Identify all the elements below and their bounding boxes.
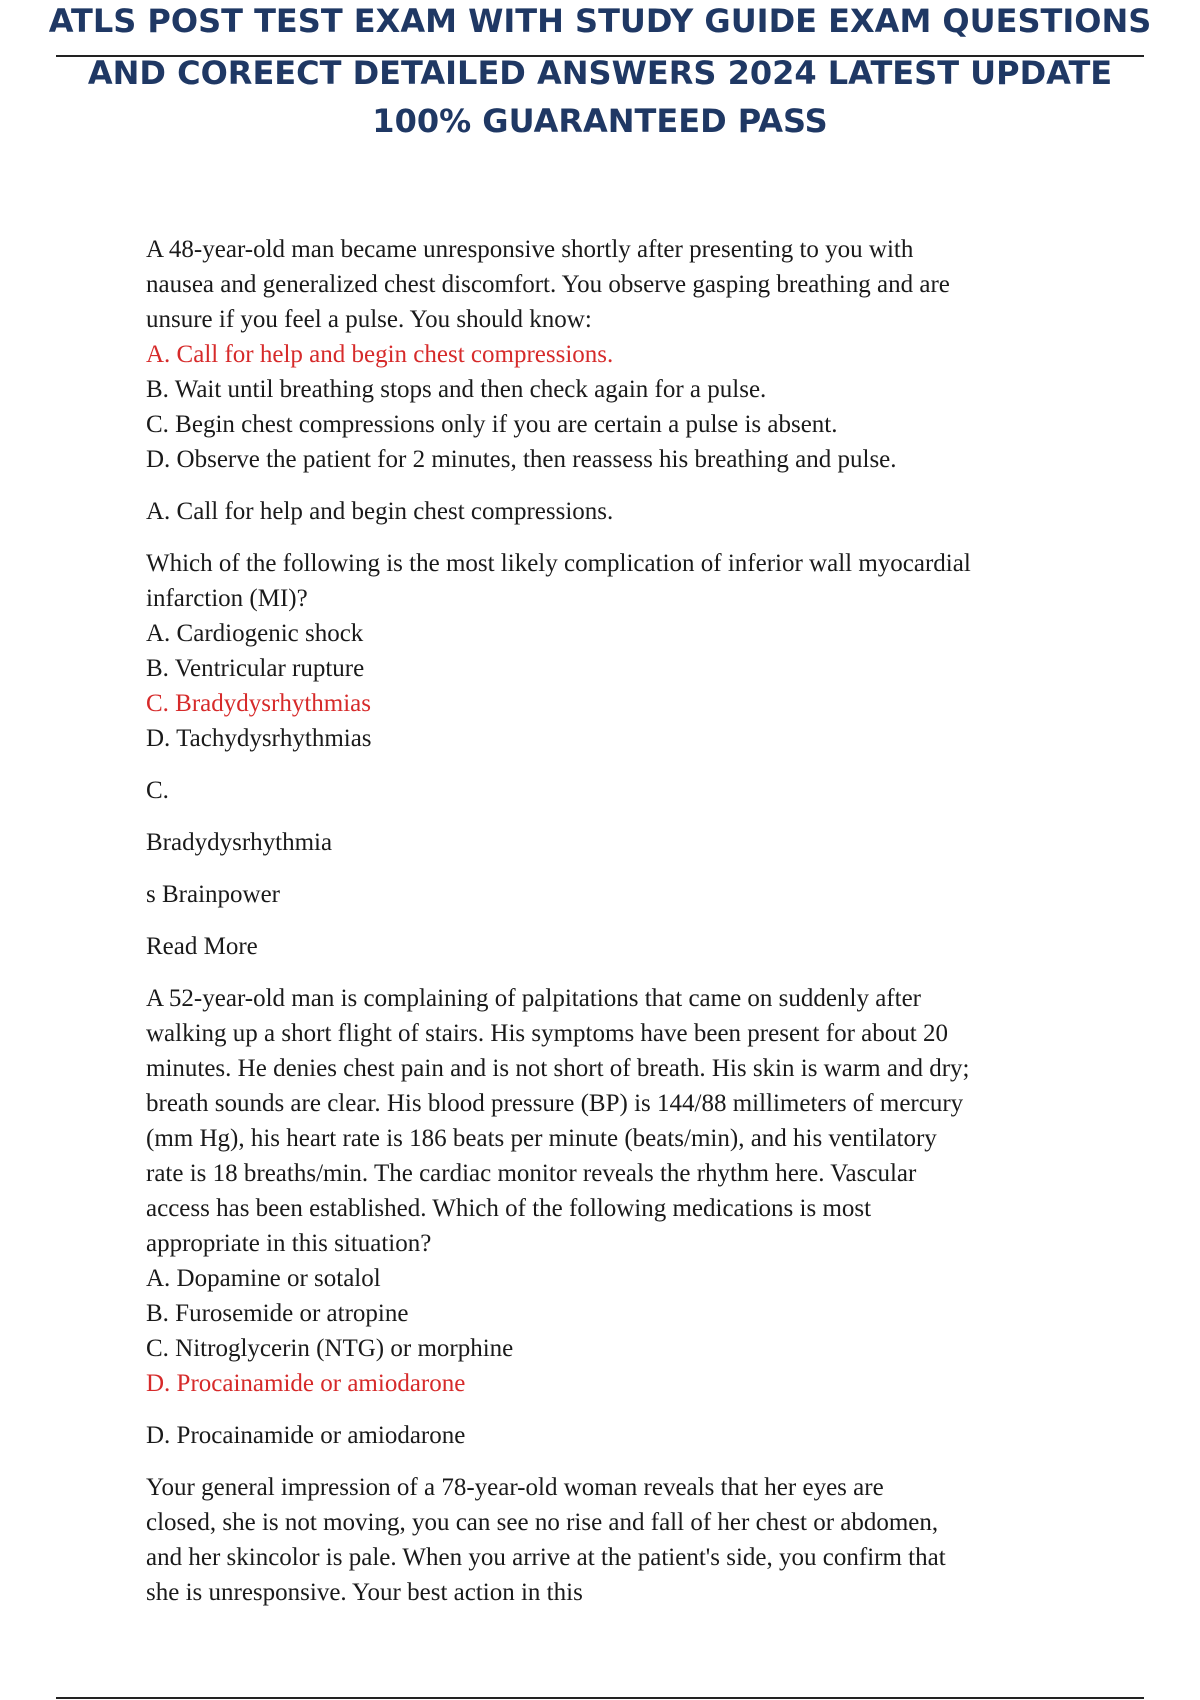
question-stem-line: A 48-year-old man became unresponsive shortly after presenting to you with	[146, 236, 914, 263]
option-a: A. Dopamine or sotalol	[146, 1265, 381, 1292]
question-2	[146, 546, 1106, 756]
question-stem-line: Which of the following is the most likely complication of inferior wall myocardial	[146, 550, 971, 577]
title-line-3: 100% GUARANTEED PASS	[372, 102, 828, 140]
question-stem-line: unsure if you feel a pulse. You should know:	[146, 306, 592, 333]
question-stem-line: infarction (MI)?	[146, 585, 308, 612]
read-more-link[interactable]: Read More	[146, 933, 258, 960]
option-c: C. Nitroglycerin (NTG) or morphine	[146, 1335, 514, 1362]
title-line-2: AND COREECT DETAILED ANSWERS 2024 LATEST UPDATE	[87, 54, 1113, 92]
question-stem-line: closed, she is not moving, you can see no rise and fall of her chest or abdomen,	[146, 1509, 939, 1536]
question-3	[146, 981, 1106, 1401]
read-more-block	[146, 929, 1106, 964]
answer-text: Bradydysrhythmia	[146, 829, 333, 856]
question-stem-line: (mm Hg), his heart rate is 186 beats per minute (beats/min), and his ventilatory	[146, 1125, 937, 1152]
answer-text: D. Procainamide or amiodarone	[146, 1422, 466, 1449]
option-a: A. Cardiogenic shock	[146, 620, 364, 647]
option-d: D. Tachydysrhythmias	[146, 725, 372, 752]
answer-2-suffix	[146, 877, 1106, 912]
title-line-1: ATLS POST TEST EXAM WITH STUDY GUIDE EXAM QUESTIONS	[48, 2, 1152, 40]
option-a-correct: A. Call for help and begin chest compressions.	[146, 341, 614, 368]
option-b: B. Ventricular rupture	[146, 655, 365, 682]
question-stem-line: nausea and generalized chest discomfort. You observe gasping breathing and are	[146, 271, 950, 298]
question-stem-line: breath sounds are clear. His blood pressure (BP) is 144/88 millimeters of mercury	[146, 1090, 964, 1117]
option-b: B. Wait until breathing stops and then check again for a pulse.	[146, 376, 767, 403]
answer-2-text	[146, 825, 1106, 860]
option-d: D. Observe the patient for 2 minutes, then reassess his breathing and pulse.	[146, 446, 897, 473]
question-stem-line: walking up a short flight of stairs. His symptoms have been present for about 20	[146, 1020, 948, 1047]
answer-letter: C.	[146, 777, 169, 804]
document-body	[146, 232, 1106, 1627]
answer-2-letter	[146, 773, 1106, 808]
question-1	[146, 232, 1106, 477]
question-stem-line: she is unresponsive. Your best action in this	[146, 1579, 583, 1606]
question-stem-line: and her skincolor is pale. When you arrive at the patient's side, you confirm that	[146, 1544, 946, 1571]
answer-1	[146, 494, 1106, 529]
question-stem-line: Your general impression of a 78-year-old woman reveals that her eyes are	[146, 1474, 884, 1501]
question-stem-line: minutes. He denies chest pain and is not short of breath. His skin is warm and dry;	[146, 1055, 970, 1082]
footer-divider	[56, 1697, 1144, 1699]
question-stem-line: rate is 18 breaths/min. The cardiac monitor reveals the rhythm here. Vascular	[146, 1160, 917, 1187]
option-b: B. Furosemide or atropine	[146, 1300, 409, 1327]
option-c: C. Begin chest compressions only if you are certain a pulse is absent.	[146, 411, 838, 438]
answer-text: A. Call for help and begin chest compressions.	[146, 498, 614, 525]
answer-3	[146, 1418, 1106, 1453]
option-c-correct: C. Bradydysrhythmias	[146, 690, 371, 717]
question-stem-line: appropriate in this situation?	[146, 1230, 432, 1257]
question-stem-line: access has been established. Which of the following medications is most	[146, 1195, 872, 1222]
option-d-correct: D. Procainamide or amiodarone	[146, 1370, 466, 1397]
question-4	[146, 1470, 1106, 1610]
answer-suffix: s Brainpower	[146, 881, 280, 908]
question-stem-line: A 52-year-old man is complaining of palpitations that came on suddenly after	[146, 985, 921, 1012]
